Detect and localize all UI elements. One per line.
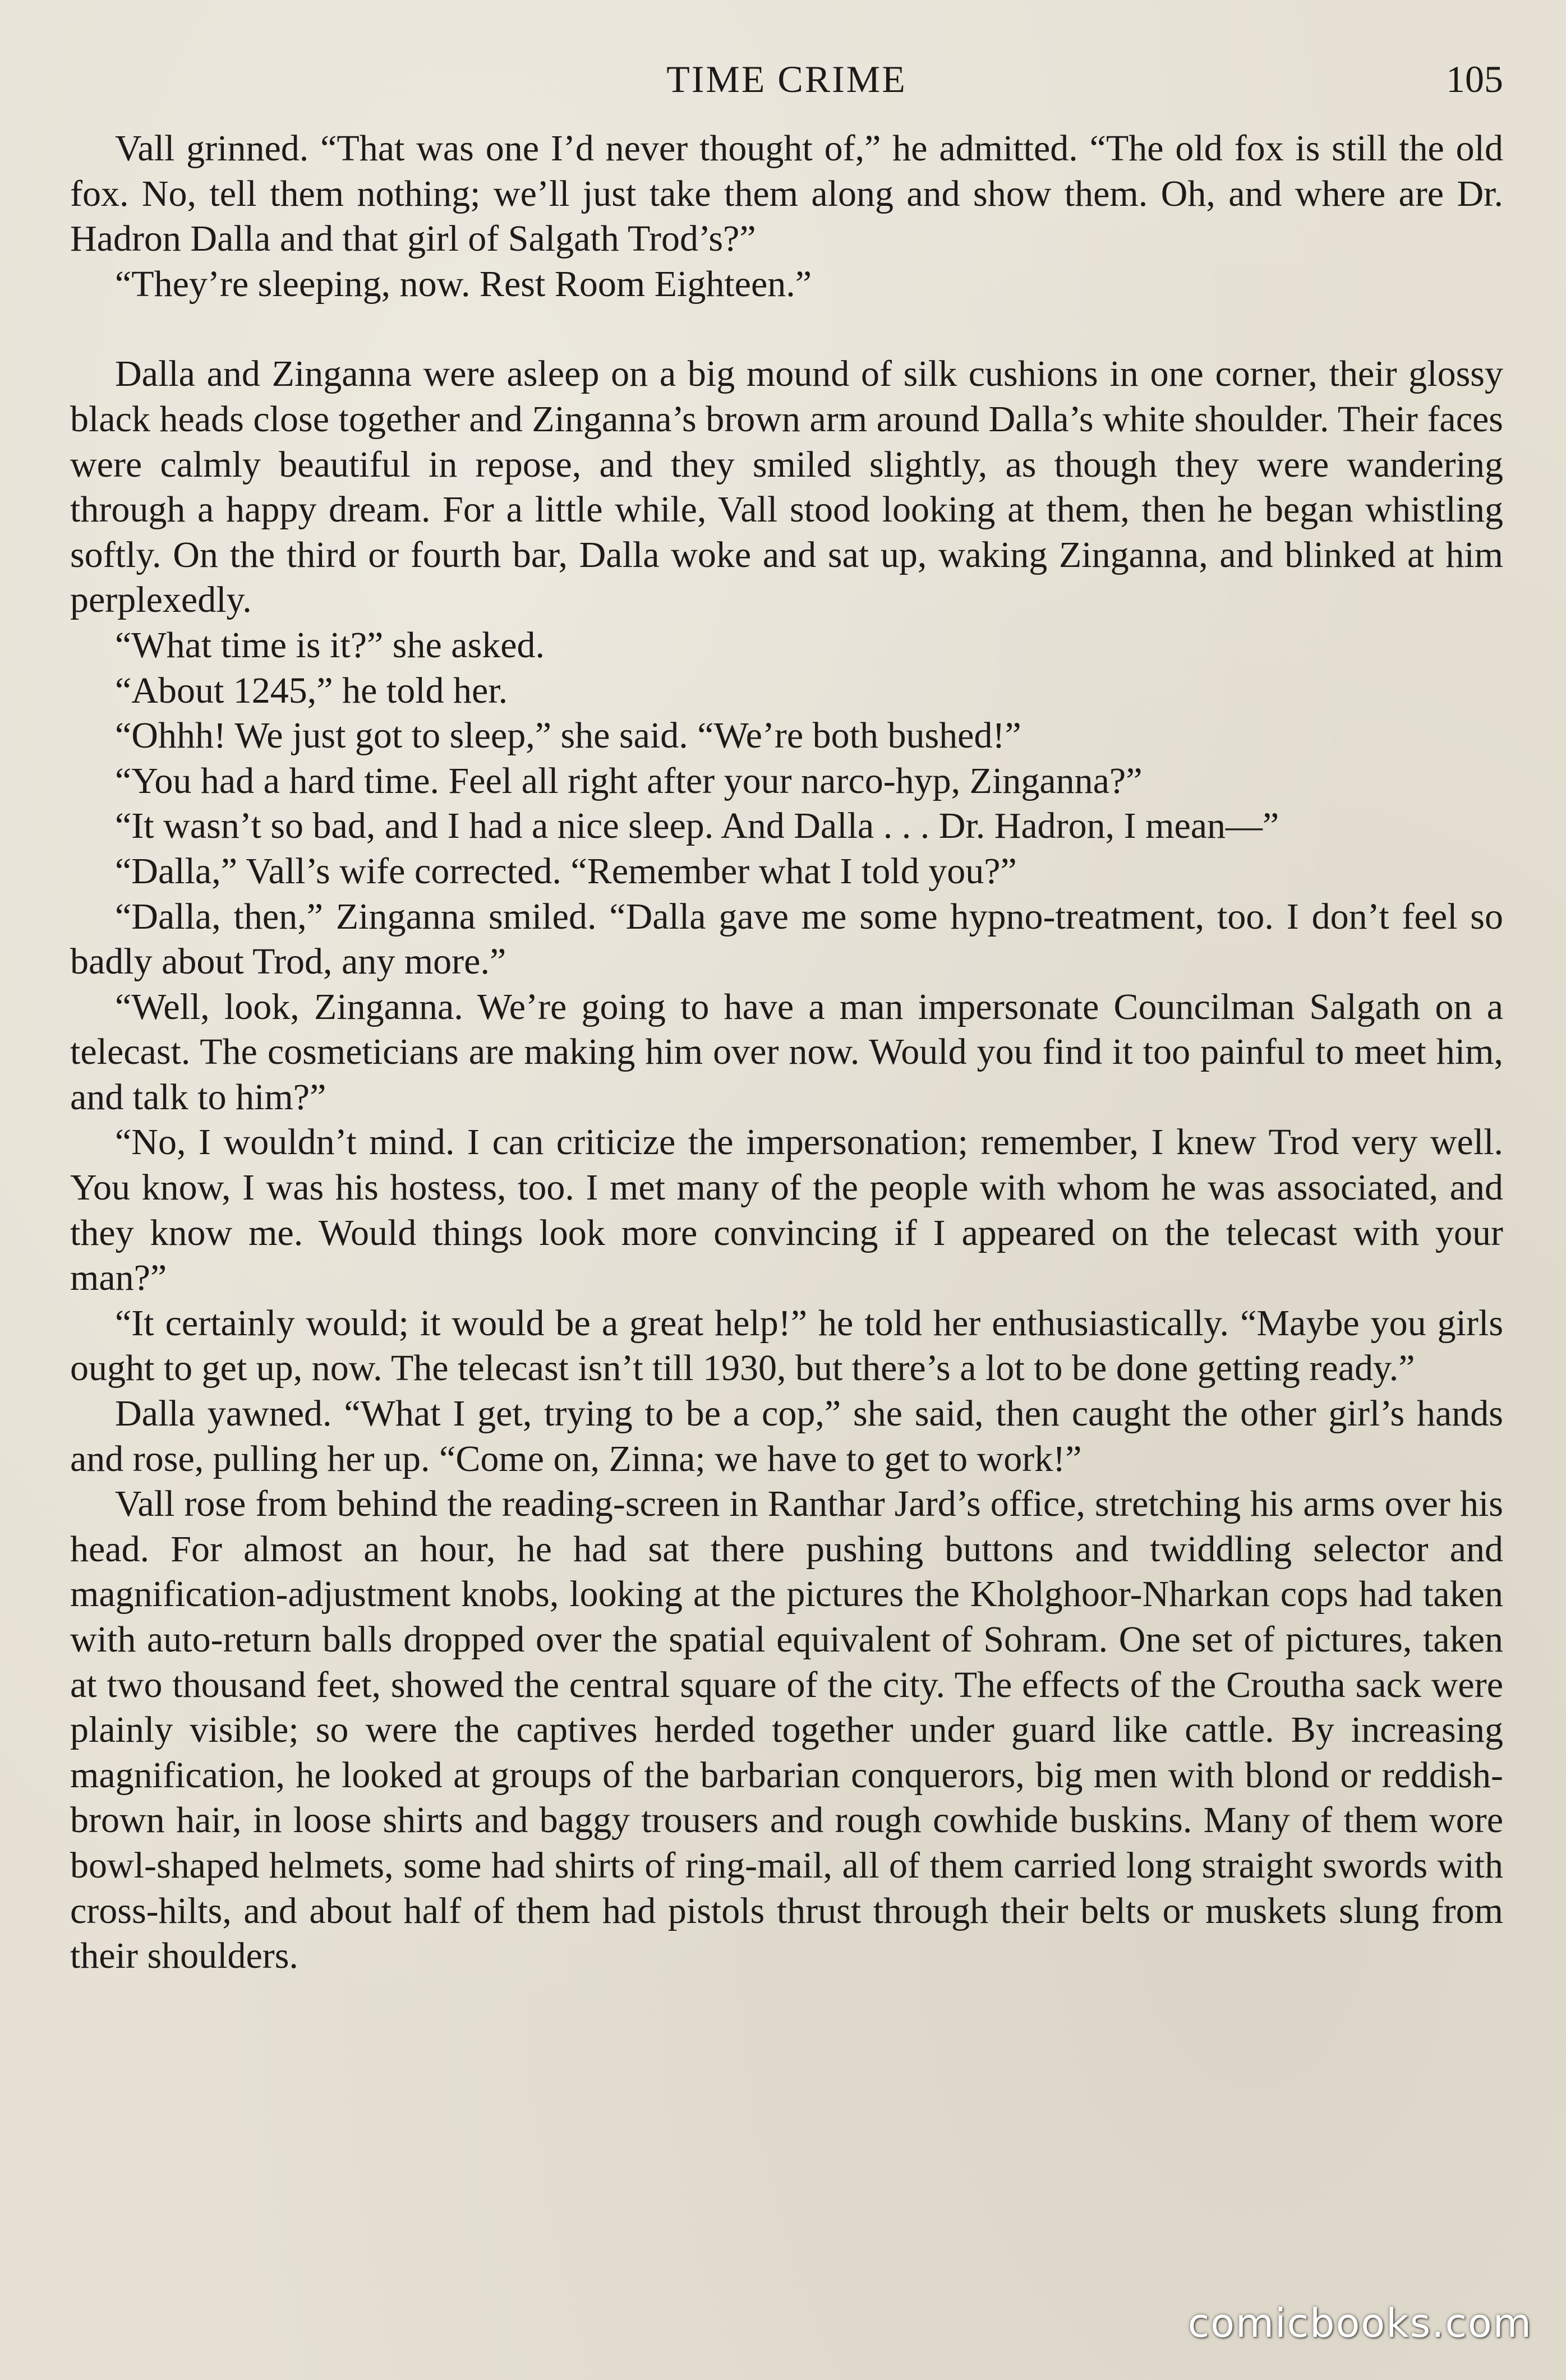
paragraph: Vall grinned. “That was one I’d never thought of,” he admitted. “The old fox is still the old fox. No, tell them nothing; we’ll just take them along and show them. Oh, and where are Dr. Hadron Dalla and that girl of Salgath Trod’s?” bbox=[70, 128, 1503, 260]
site-watermark: comicbooks.com bbox=[1187, 2300, 1532, 2346]
page-number: 105 bbox=[1446, 58, 1503, 100]
paragraph: Dalla yawned. “What I get, trying to be a cop,” she said, then caught the other girl’s hands and rose, pulling her up. “Come on, Zinna; we have to get to work!” bbox=[70, 1393, 1503, 1479]
body-text bbox=[70, 126, 1503, 1979]
paragraph: “They’re sleeping, now. Rest Room Eighteen.” bbox=[115, 263, 812, 305]
page-header bbox=[70, 54, 1503, 104]
paragraph: “You had a hard time. Feel all right after your narco-hyp, Zinganna?” bbox=[115, 760, 1143, 801]
paragraph: “Ohhh! We just got to sleep,” she said. “We’re both bushed!” bbox=[115, 715, 1021, 757]
paragraph: “It certainly would; it would be a great help!” he told her enthusiastically. “Maybe you girls ought to get up, now. The telecast isn’t till 1930, but there’s a lot to be done getting ready.” bbox=[70, 1302, 1503, 1389]
paragraph: “Well, look, Zinganna. We’re going to have a man impersonate Councilman Salgath on a telecast. The cosmeticians are making him over now. Would you find it too painful to meet him, and talk to him?” bbox=[70, 986, 1503, 1118]
paragraph: “Dalla,” Vall’s wife corrected. “Remember what I told you?” bbox=[115, 850, 1017, 892]
paragraph: “What time is it?” she asked. bbox=[115, 624, 545, 666]
paragraph: Dalla and Zinganna were asleep on a big mound of silk cushions in one corner, their glossy black heads close together and Zinganna’s brown arm around Dalla’s white shoulder. Their faces were calmly beautiful in repose, and they smiled slightly, as though they were wandering through a happy dream. For a little while, Vall stood looking at them, then he began whistling softly. On the third or fourth bar, Dalla woke and sat up, waking Zinganna, and blinked at him perplexedly. bbox=[70, 353, 1503, 621]
paragraph: “No, I wouldn’t mind. I can criticize the impersonation; remember, I knew Trod very well. You know, I was his hostess, too. I met many of the people with whom he was associated, and they know me. Would things look more convincing if I appeared on the telecast with your man?” bbox=[70, 1122, 1503, 1299]
running-title: TIME CRIME bbox=[666, 58, 907, 100]
paragraph: “Dalla, then,” Zinganna smiled. “Dalla gave me some hypno-treatment, too. I don’t feel so badly about Trod, any more.” bbox=[70, 896, 1503, 983]
paragraph: “About 1245,” he told her. bbox=[115, 670, 508, 711]
paragraph: Vall rose from behind the reading-screen in Ranthar Jard’s office, stretching his arms over his head. For almost an hour, he had sat there pushing buttons and twiddling selector and magnification-adjustment knobs, looking at the pictures the Kholghoor-Nharkan cops had taken with auto-return balls dropped over the spatial equivalent of Sohram. One set of pictures, taken at two thousand feet, showed the central square of the city. The effects of the Croutha sack were plainly visible; so were the captives herded together under guard like cattle. By increasing magnification, he looked at groups of the barbarian conquerors, big men with blond or reddish-brown hair, in loose shirts and baggy trousers and rough cowhide buskins. Many of them wore bowl-shaped helmets, some had shirts of ring-mail, all of them carried long straight swords with cross-hilts, and about half of them had pistols thrust through their belts or muskets slung from their shoulders. bbox=[70, 1483, 1503, 1977]
paragraph: “It wasn’t so bad, and I had a nice sleep. And Dalla . . . Dr. Hadron, I mean—” bbox=[115, 805, 1279, 847]
